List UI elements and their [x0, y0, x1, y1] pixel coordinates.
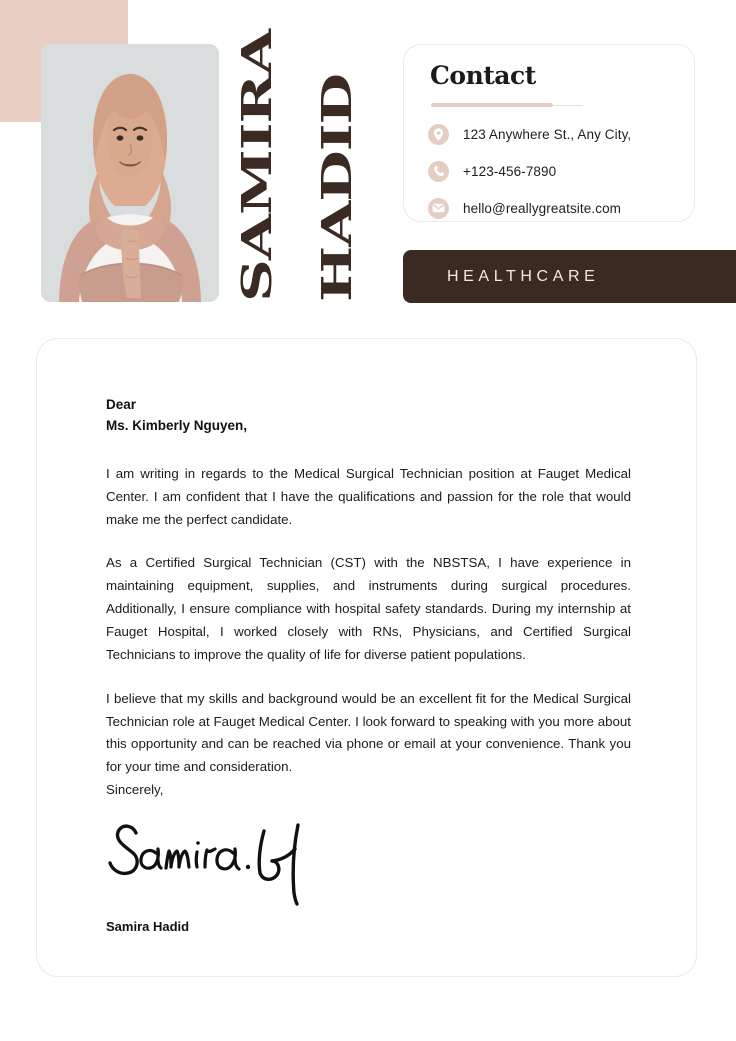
- contact-address-value: 123 Anywhere St., Any City,: [463, 126, 632, 142]
- contact-phone-value: +123-456-7890: [463, 163, 557, 179]
- salutation: [106, 395, 631, 437]
- letter-body: [106, 395, 631, 802]
- field-banner-label: HEALTHCARE: [447, 267, 600, 285]
- signature-name: Samira Hadid: [106, 919, 190, 934]
- candidate-name-vertical: [232, 30, 382, 305]
- letter-card: [36, 338, 697, 977]
- letter-paragraph-3: I believe that my skills and background would be an excellent fit for the Medical Surgical Technician role at Fauget Medical Center. I look forward to speaking with you more about this opportunity and can be reached via phone or email at your convenience. Thank you for your time and consideration.: [106, 690, 631, 775]
- envelope-icon: [428, 198, 449, 219]
- letter-paragraph-1: I am writing in regards to the Medical Surgical Technician position at Fauget Medical Center. I am confident that I have the qualifications and passion for the role that would make me the perfect candidate.: [106, 465, 631, 527]
- name-last: HADID: [312, 74, 361, 302]
- salutation-line-2: Ms. Kimberly Nguyen,: [106, 417, 248, 433]
- location-pin-icon: [428, 124, 449, 145]
- field-banner: [403, 250, 736, 303]
- letter-paragraph-2: As a Certified Surgical Technician (CST) with the NBSTSA, I have experience in maintaining equipment, supplies, and instruments during surgical procedures. Additionally, I ensure compliance with hospital safety standards. During my internship at Fauget Hospital, I worked closely with RNs, Physicians, and Certified Surgical Technicians to improve the quality of life for diverse patient populations.: [106, 555, 631, 662]
- name-first: SAMIRA: [232, 30, 281, 302]
- contact-row-address[interactable]: [428, 119, 688, 149]
- signature-mark: [106, 811, 346, 906]
- salutation-line-1: Dear: [106, 397, 137, 412]
- contact-row-phone[interactable]: [428, 156, 688, 186]
- contact-row-email[interactable]: [428, 193, 688, 223]
- contact-underline-tail: [553, 105, 583, 106]
- contact-list: [428, 119, 688, 230]
- signature-script-svg: [106, 811, 336, 906]
- contact-email-value: hello@reallygreatsite.com: [463, 200, 622, 216]
- contact-underline: [431, 103, 553, 107]
- phone-icon: [428, 161, 449, 182]
- profile-photo: [41, 44, 219, 302]
- portrait-illustration: [41, 44, 219, 302]
- letter-signoff: Sincerely,: [106, 782, 164, 798]
- contact-card: [403, 44, 695, 222]
- contact-heading: Contact: [430, 61, 536, 90]
